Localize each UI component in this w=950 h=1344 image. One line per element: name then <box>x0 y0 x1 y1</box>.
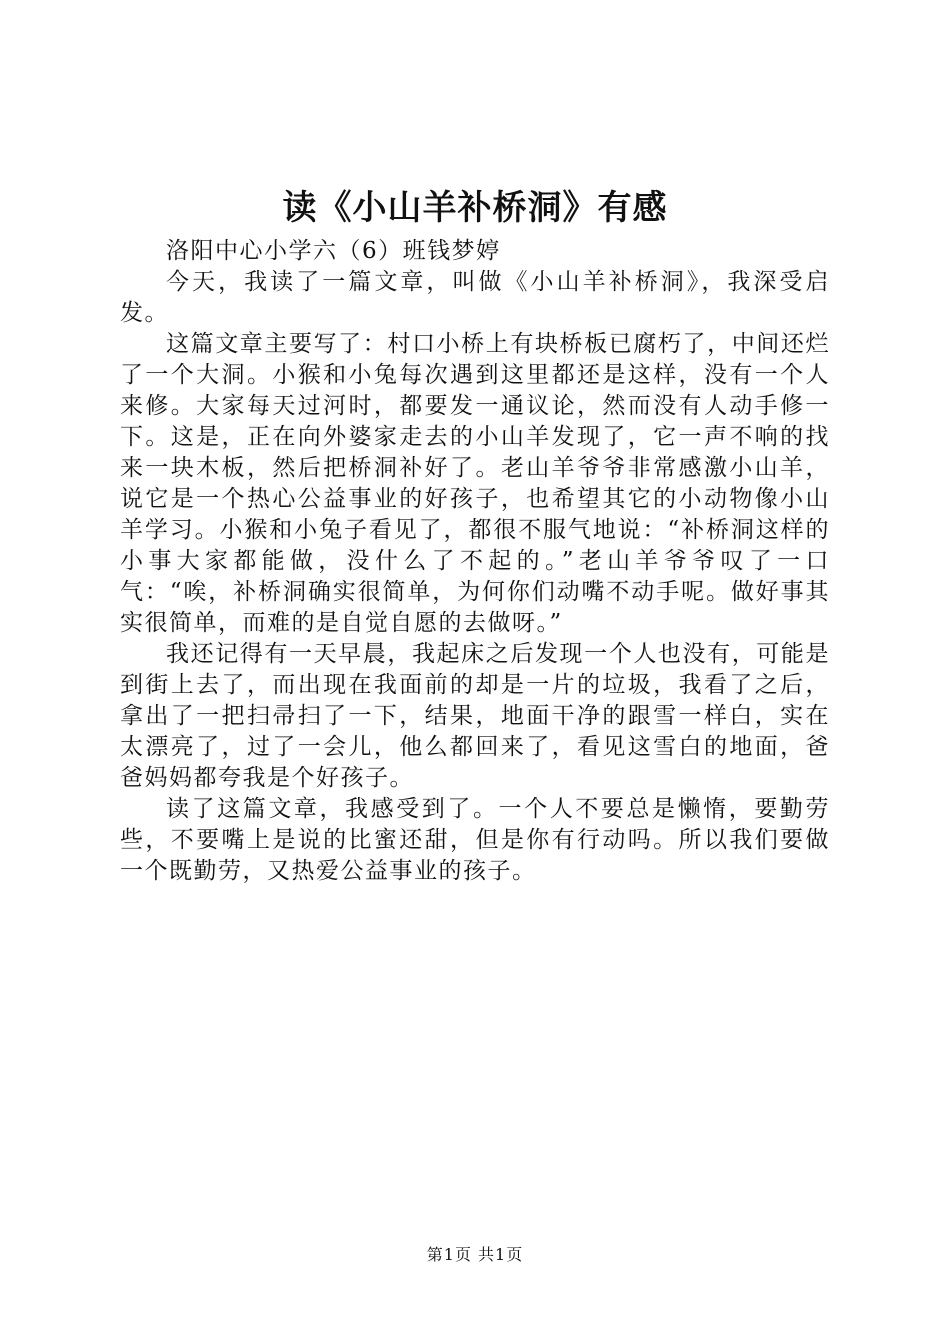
author-line: 洛阳中心小学六（6）班钱梦婷 <box>166 238 501 264</box>
paragraph-1: 今天，我读了一篇文章，叫做《小山羊补桥洞》，我深受启发。 <box>120 269 830 326</box>
document-body <box>120 236 830 887</box>
document-title: 读《小山羊补桥洞》有感 <box>282 188 668 228</box>
page-footer: 第1页 共1页 <box>426 1245 524 1264</box>
paragraph-3: 我还记得有一天早晨，我起床之后发现一个人也没有，可能是到街上去了，而出现在我面前的却是一片的垃圾，我看了之后，拿出了一把扫帚扫了一下，结果，地面干净的跟雪一样白，实在太漂亮了，过了一会儿，他么都回来了，看见这雪白的地面，爸爸妈妈都夸我是个好孩子。 <box>120 641 830 791</box>
paragraph-4: 读了这篇文章，我感受到了。一个人不要总是懒惰，要勤劳些，不要嘴上是说的比蜜还甜，但是你有行动吗。所以我们要做一个既勤劳，又热爱公益事业的孩子。 <box>120 796 830 884</box>
paragraph-2: 这篇文章主要写了：村口小桥上有块桥板已腐朽了，中间还烂了一个大洞。小猴和小兔每次遇到这里都还是这样，没有一个人来修。大家每天过河时，都要发一通议论，然而没有人动手修一下。这是，正在向外婆家走去的小山羊发现了，它一声不响的找来一块木板，然后把桥洞补好了。老山羊爷爷非常感激小山羊，说它是一个热心公益事业的好孩子，也希望其它的小动物像小山羊学习。小猴和小兔子看见了，都很不服气地说：“补桥洞这样的小事大家都能做，没什么了不起的。”老山羊爷爷叹了一口气：“唉，补桥洞确实很简单，为何你们动嘴不动手呢。做好事其实很简单，而难的是自觉自愿的去做呀。” <box>120 331 830 636</box>
